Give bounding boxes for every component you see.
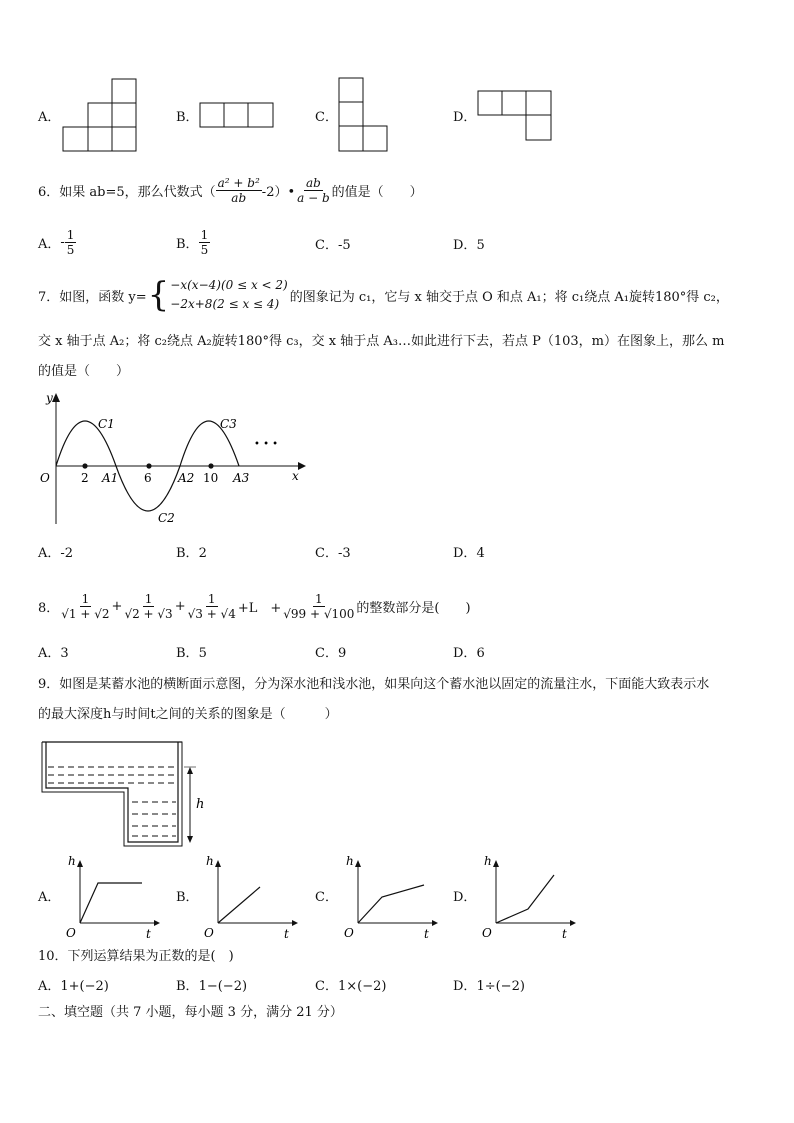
q8-option-d-label: D． [453, 646, 477, 661]
q8-term-4 [281, 592, 356, 621]
q8-option-d-text: 6 [476, 646, 485, 661]
q6-option-a-num: 1 [66, 227, 75, 242]
q7-option-a [38, 546, 73, 562]
q8-plus-2: + [174, 598, 186, 614]
q5-option-d-figure [477, 90, 557, 144]
q6-option-a-label: A． [38, 236, 61, 252]
q7-stem-line2: 交 x 轴于点 A₂；将 c₂绕点 A₂旋转180°得 c₃，交 x 轴于点 A₃…如此进行下去，若点 P（103，m）在图象上，那么 m [38, 334, 725, 349]
q9-pool-outer [42, 742, 182, 846]
q7-origin-label: O [40, 471, 50, 485]
q7-x-label: x [292, 469, 299, 483]
q9-option-d-label: D． [453, 890, 477, 905]
q8-term-1 [59, 592, 111, 621]
q7-option-b [176, 546, 207, 562]
q9-graph-a-t: t [146, 927, 151, 941]
q10-option-d-label: D． [453, 979, 477, 994]
q8-option-a-label: A． [38, 646, 61, 661]
section-2-title: 二、填空题（共 7 小题，每小题 3 分，满分 21 分） [38, 1005, 343, 1020]
q6-frac2-denominator: a − b [297, 190, 330, 205]
q8-term-4-num: 1 [315, 591, 323, 606]
q9-graph-b-t: t [284, 927, 289, 941]
q8-option-c-text: 9 [337, 646, 347, 661]
q7-number: 7． [38, 289, 60, 305]
q7-y-label: y [46, 391, 53, 405]
q8-option-b-label: B． [176, 646, 199, 661]
q9-graph-c [340, 855, 440, 941]
q7-option-b-text: 2 [198, 546, 207, 561]
q9-graph-b-o: O [204, 926, 214, 940]
q7-dot-2 [82, 463, 87, 468]
q9-h-label: h [196, 797, 205, 812]
q9-graph-d-t: t [562, 927, 567, 941]
q7-line1-rest: 的图象记为 c₁，它与 x 轴交于点 O 和点 A₁；将 c₁绕点 A₁旋转180°得 c₂， [289, 289, 729, 305]
q10-option-b-text: 1−(−2) [198, 979, 248, 994]
q7-tick-6: 6 [144, 471, 152, 485]
q9-graph-a-o: O [66, 926, 76, 940]
q7-dot-10 [208, 463, 213, 468]
q7-point-a2: A2 [178, 471, 195, 485]
q8-term-2-num: 1 [144, 591, 153, 606]
q9-graph-b-line [218, 887, 260, 923]
q8-plus-1: + [111, 598, 123, 614]
q6-option-a-sign: - [60, 234, 65, 250]
q8-term-1-num: 1 [81, 591, 90, 606]
q8-option-a-text: 3 [60, 646, 69, 661]
q9-graph-c-h: h [346, 854, 354, 868]
q6-stem [38, 170, 423, 210]
q6-option-c-text: -5 [337, 238, 351, 253]
q9-graph-d-line [496, 875, 554, 923]
q7-option-c [315, 546, 351, 562]
q8-term-2-den: √2 + √3 [124, 606, 173, 621]
q6-option-b-fraction [199, 228, 211, 257]
q6-frac1-denominator: ab [231, 190, 247, 205]
q7-y-arrow [52, 393, 60, 402]
q6-option-d-text: 5 [476, 238, 485, 253]
q8-option-a [38, 646, 69, 662]
q8-stem [38, 586, 471, 626]
q8-term-2 [122, 592, 174, 621]
q8-option-b [176, 646, 207, 662]
q7-option-a-text: -2 [60, 546, 74, 561]
q9-option-a-label: A． [38, 890, 61, 905]
q6-suffix: 的值是（ ） [331, 184, 423, 200]
q10-option-d [453, 979, 525, 995]
q9-option-b-label: B． [176, 890, 199, 905]
q8-number: 8． [38, 600, 60, 616]
q10-text: 下列运算结果为正数的是( ) [67, 949, 234, 964]
q9-graph-a [62, 855, 162, 941]
q10-option-c [315, 979, 386, 995]
q6-option-b-num: 1 [200, 227, 209, 242]
q8-term-4-den: √99 + √100 [283, 606, 355, 621]
q6-frac1-numerator: a² + b² [217, 175, 260, 190]
q5-option-b-label: B． [176, 110, 199, 125]
q10-option-d-text: 1÷(−2) [476, 979, 525, 994]
q7-case-2: −2x+8(2 ≤ x ≤ 4) [170, 297, 280, 311]
q8-option-b-text: 5 [198, 646, 207, 661]
q10-option-a-label: A． [38, 979, 61, 994]
q9-graph-c-t: t [424, 927, 429, 941]
q5-option-a-figure [62, 78, 142, 154]
q7-option-d-text: 4 [476, 546, 485, 561]
q10-option-a-text: 1+(−2) [60, 979, 109, 994]
q6-option-b [176, 224, 210, 260]
q7-option-a-label: A． [38, 546, 61, 561]
q5-option-d-label: D． [453, 110, 477, 125]
q7-label-c3: C3 [220, 417, 237, 431]
q10-option-c-text: 1×(−2) [337, 979, 387, 994]
q6-option-d-label: D． [453, 238, 477, 253]
q9-graph-b-h: h [206, 854, 214, 868]
q8-suffix: 的整数部分是( ) [356, 600, 471, 616]
q8-term-3-num: 1 [207, 591, 216, 606]
q7-point-a3: A3 [233, 471, 250, 485]
q8-term-3 [186, 592, 238, 621]
q6-option-a-fraction [65, 228, 77, 257]
q7-label-c2: C2 [158, 511, 175, 525]
q7-label-c1: C1 [98, 417, 115, 431]
q9-stem-line2: 的最大深度h与时间t之间的关系的图象是（ ） [38, 707, 338, 722]
q10-stem [38, 949, 234, 965]
q7-point-a1: A1 [102, 471, 119, 485]
q7-option-c-label: C． [315, 546, 338, 561]
q6-option-b-den: 5 [200, 242, 209, 257]
q8-option-c-label: C． [315, 646, 338, 661]
q7-stem-line1 [38, 274, 729, 316]
q9-graph-c-o: O [344, 926, 354, 940]
q7-option-d-label: D． [453, 546, 477, 561]
q7-tick-2: 2 [81, 471, 89, 485]
q9-stem-line1 [38, 677, 709, 693]
q7-option-c-text: -3 [337, 546, 351, 561]
q5-option-b-figure [199, 102, 279, 130]
q7-option-d [453, 546, 485, 562]
q9-option-c-label: C． [315, 890, 338, 905]
q8-option-d [453, 646, 485, 662]
q8-term-1-den: √1 + √2 [61, 606, 110, 621]
q9-pool-diagram [40, 740, 220, 846]
q9-graph-b [200, 855, 300, 941]
q10-option-b [176, 979, 247, 995]
q6-prefix: 如果 ab=5，那么代数式（ [59, 184, 216, 200]
q6-option-a [38, 224, 76, 260]
q9-graph-d-o: O [482, 926, 492, 940]
q8-ellipsis: +L + [237, 600, 282, 616]
q9-graph-a-h: h [68, 854, 76, 868]
q9-graph-c-line [358, 885, 424, 923]
q6-fraction-2 [295, 176, 332, 205]
q7-case-1: −x(x−4)(0 ≤ x < 2) [170, 278, 288, 292]
q8-term-3-den: √3 + √4 [187, 606, 236, 621]
q7-stem-line3: 的值是（ ） [38, 364, 130, 379]
q10-option-a [38, 979, 109, 995]
q6-mid: -2）• [261, 184, 296, 200]
q10-option-b-label: B． [176, 979, 199, 994]
q7-x-arrow [298, 462, 306, 470]
q9-graph-a-line [80, 883, 142, 923]
q6-option-a-den: 5 [66, 242, 75, 257]
q10-number: 10． [38, 949, 68, 964]
q9-graph-d-h: h [484, 854, 492, 868]
q8-option-c [315, 646, 346, 662]
q9-line1: 如图是某蓄水池的横断面示意图，分为深水池和浅水池，如果向这个蓄水池以固定的流量注水，下面能大致表示水 [59, 677, 710, 692]
q7-option-b-label: B． [176, 546, 199, 561]
q7-brace: { [147, 275, 170, 315]
q7-tick-10: 10 [203, 471, 219, 485]
q6-option-c [315, 234, 351, 253]
q5-option-c-figure [338, 77, 392, 155]
q7-prefix: 如图，函数 y= [59, 289, 147, 305]
q6-option-b-label: B． [176, 236, 199, 252]
q7-dot-6 [146, 463, 151, 468]
q6-fraction-1 [216, 176, 262, 205]
q9-graph-d [478, 855, 578, 941]
q6-frac2-numerator: ab [305, 175, 321, 190]
q9-number: 9． [38, 677, 60, 692]
q7-graph [36, 390, 306, 526]
q6-number: 6． [38, 184, 60, 200]
q6-option-c-label: C． [315, 238, 338, 253]
q6-option-d [453, 234, 485, 253]
q7-cases [170, 276, 287, 314]
q7-ellipsis: • • • [254, 439, 279, 450]
q10-option-c-label: C． [315, 979, 338, 994]
q5-option-a-label: A． [38, 110, 61, 125]
q5-option-c-label: C． [315, 110, 338, 125]
